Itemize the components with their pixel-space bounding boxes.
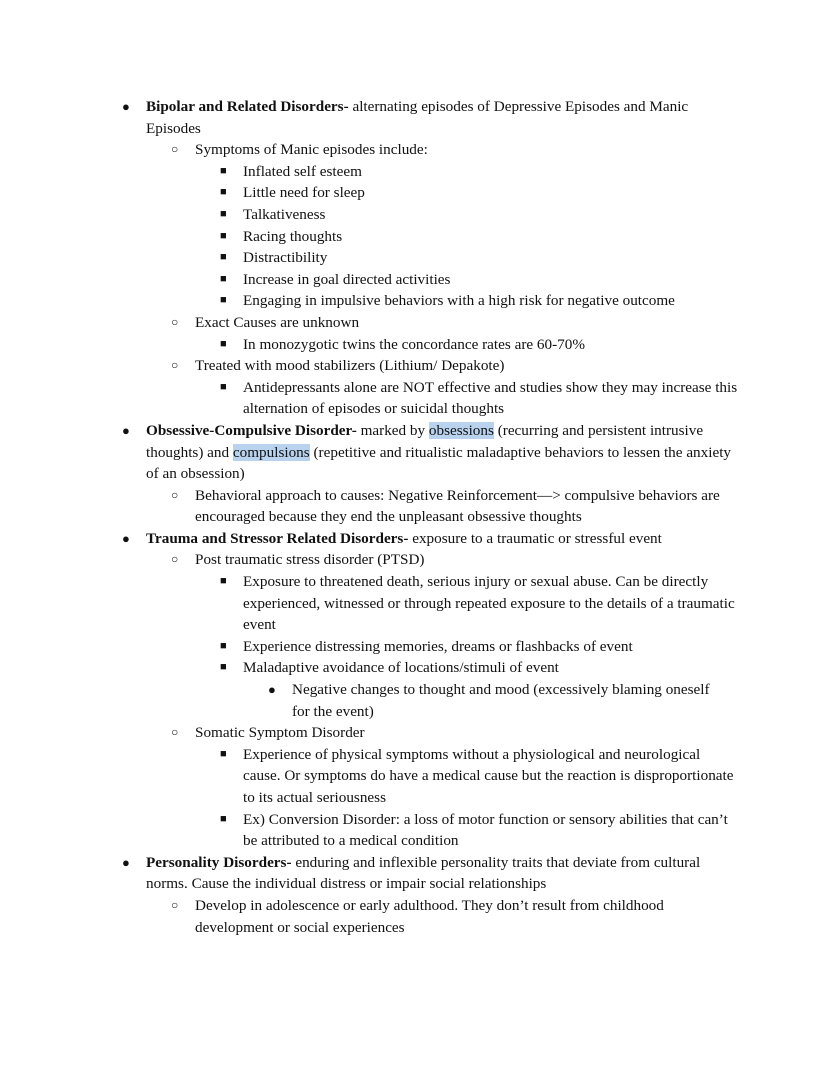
list-item-text: Behavioral approach to causes: Negative Reinforcement—> compulsive behaviors are encouraged because they end the unpleasant obsessive thoughts [195, 486, 720, 526]
disc-bullet-icon: ● [122, 530, 130, 546]
section-text: marked by [356, 421, 429, 439]
list-item-text: Treated with mood stabilizers (Lithium/ Depakote) [195, 357, 505, 375]
section-ocd [0, 420, 736, 485]
list-item [0, 247, 738, 269]
document-page [0, 96, 828, 938]
disc-bullet-icon: ● [122, 854, 130, 870]
square-bullet-icon: ■ [220, 380, 227, 393]
list-item [0, 269, 738, 291]
list-item [0, 226, 738, 248]
list-item-text: Increase in goal directed activities [243, 270, 451, 288]
list-item [0, 377, 738, 420]
section-trauma [0, 528, 736, 550]
list-item-text: Experience distressing memories, dreams or flashbacks of event [243, 637, 633, 655]
list-item [0, 290, 738, 312]
section-title: Trauma and Stressor Related Disorders- [146, 529, 409, 547]
highlighted-term-obsessions: obsessions [428, 421, 494, 439]
list-item-text: Experience of physical symptoms without a physiological and neurological cause. Or symptoms do have a medical cause but the reaction is disproportionate to its actual seriousness [243, 745, 734, 806]
section-description: enduring and inflexible personality traits that deviate from cultural norms. Cause the individual distress or impair social relationships [146, 853, 701, 893]
list-item-text: Ex) Conversion Disorder: a loss of motor function or sensory abilities that can’t be attributed to a medical condition [243, 810, 728, 850]
list-item-text: Engaging in impulsive behaviors with a high risk for negative outcome [243, 292, 675, 310]
square-bullet-icon: ■ [220, 164, 227, 177]
list-item-text: Maladaptive avoidance of locations/stimuli of event [243, 659, 559, 677]
section-title: Bipolar and Related Disorders- [146, 98, 349, 115]
square-bullet-icon: ■ [220, 251, 227, 264]
list-item [0, 334, 738, 356]
list-item-text: Somatic Symptom Disorder [195, 724, 365, 742]
section-bipolar [0, 96, 736, 139]
list-item-text: Post traumatic stress disorder (PTSD) [195, 551, 425, 569]
list-item [0, 679, 712, 722]
section-description: exposure to a traumatic or stressful event [408, 529, 662, 547]
square-bullet-icon: ■ [220, 575, 227, 588]
square-bullet-icon: ■ [220, 661, 227, 674]
list-item [0, 744, 738, 809]
list-item [0, 312, 735, 334]
disc-bullet-icon: ● [122, 99, 130, 114]
circle-bullet-icon: ○ [171, 725, 179, 740]
circle-bullet-icon: ○ [171, 314, 179, 329]
circle-bullet-icon: ○ [171, 552, 179, 567]
circle-bullet-icon: ○ [171, 358, 179, 373]
list-item-text: Distractibility [243, 249, 328, 267]
square-bullet-icon: ■ [220, 747, 227, 760]
list-item [0, 809, 738, 852]
square-bullet-icon: ■ [220, 337, 227, 350]
list-item [0, 355, 735, 377]
list-item [0, 204, 738, 226]
list-item [0, 895, 735, 938]
circle-bullet-icon: ○ [171, 142, 179, 157]
square-bullet-icon: ■ [220, 294, 227, 307]
list-item [0, 182, 738, 204]
list-item-text: Develop in adolescence or early adulthood. They don’t result from childhood development or social experiences [195, 896, 664, 936]
list-item-text: In monozygotic twins the concordance rates are 60-70% [243, 335, 586, 353]
section-title: Obsessive-Compulsive Disorder- [146, 421, 357, 439]
section-personality [0, 852, 736, 895]
list-item [0, 139, 735, 161]
disc-bullet-icon: ● [122, 422, 130, 438]
list-item-text: Exposure to threatened death, serious injury or sexual abuse. Can be directly experienced, witnessed or through repeated exposure to the details of a traumatic event [243, 573, 735, 634]
circle-bullet-icon: ○ [171, 897, 179, 912]
section-title: Personality Disorders- [146, 853, 292, 871]
square-bullet-icon: ■ [220, 207, 227, 220]
list-item [0, 657, 738, 679]
list-item-text: Talkativeness [243, 205, 326, 223]
square-bullet-icon: ■ [220, 229, 227, 242]
square-bullet-icon: ■ [220, 272, 227, 285]
square-bullet-icon: ■ [220, 639, 227, 652]
list-item-text: Racing thoughts [243, 227, 343, 245]
list-item-text: Symptoms of Manic episodes include: [195, 141, 428, 159]
square-bullet-icon: ■ [220, 186, 227, 199]
circle-bullet-icon: ○ [171, 487, 179, 502]
section-text: (repetitive and ritualistic maladaptive behaviors to lessen the anxiety of an obsession) [146, 443, 732, 483]
list-item-text: Antidepressants alone are NOT effective and studies show they may increase this alternation of episodes or suicidal thoughts [243, 378, 738, 418]
list-item-text: Exact Causes are unknown [195, 313, 360, 331]
list-item-text: Little need for sleep [243, 184, 365, 202]
list-item [0, 485, 735, 528]
list-item-text: Negative changes to thought and mood (excessively blaming oneself for the event) [292, 681, 710, 720]
square-bullet-icon: ■ [220, 812, 227, 825]
list-item [0, 549, 735, 571]
list-item [0, 636, 738, 658]
section-text: (recurring and persistent intrusive thoughts) and [146, 421, 704, 461]
list-item-text: Inflated self esteem [243, 162, 362, 180]
section-description: alternating episodes of Depressive Episodes and Manic Episodes [146, 98, 689, 137]
list-item [0, 571, 738, 636]
list-item [0, 722, 735, 744]
list-item [0, 161, 738, 183]
highlighted-term-compulsions: compulsions [232, 443, 310, 461]
disc-bullet-icon: ● [268, 682, 276, 698]
